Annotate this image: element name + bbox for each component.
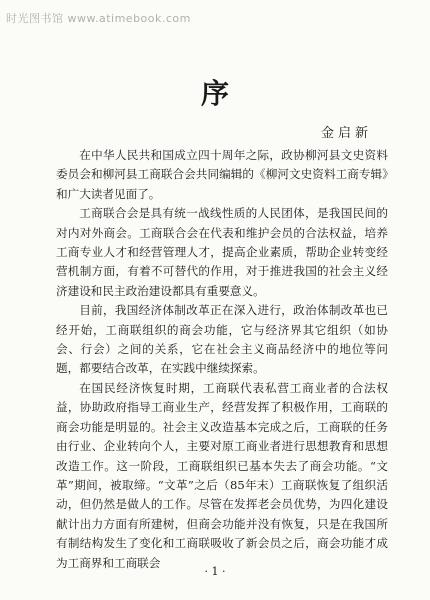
body-text: [56, 146, 388, 573]
page-title: 序: [200, 77, 229, 110]
paragraph: 在中华人民共和国成立四十周年之际，政协柳河县文史资料委员会和柳河县工商联合会共同编辑的《柳河文史资料工商专辑》和广大读者见面了。: [56, 148, 388, 201]
page-number: · 1 ·: [204, 565, 226, 578]
paragraph: 目前，我国经济体制改革正在深入进行，政治体制改革也已经开始，工商联组织的商会功能，它与经济界其它组织（如协会、行会）之间的关系，它在社会主义商品经济中的地位等问题，都要结合改革，在实践中继续探索。: [56, 303, 388, 376]
author-name: 金启新: [320, 126, 372, 141]
paragraph: 在国民经济恢复时期，工商联代表私营工商业者的合法权益，协助政府指导工商业生产，经营发挥了积极作用，工商联的商会功能是明显的。社会主义改造基本完成之后，工商联的任务由行业、企业转向个人，主要对原工商业者进行思想教育和思想改造工作。这一阶段，工商联组织已基本失去了商会功能。“文革”期间，被取缔。“文革”之后（85年末）工商联恢复了组织活动，但仍然是做人的工作。尽管在发挥老会员优势，为四化建设献计出力方面有所建树，但商会功能并没有恢复，只是在我国所有制结构发生了变化和工商联吸收了新会员之后，商会功能才成为工商界和工商联会: [56, 380, 388, 570]
watermark: 时光图书馆 www.atimebook.com: [6, 12, 191, 25]
paragraph: 工商联合会是具有统一战线性质的人民团体，是我国民间的对内对外商会。工商联合会在代表和维护会员的合法权益，培养工商专业人才和经营管理人才，提高企业素质，帮助企业转变经营机制方面，有着不可替代的作用，对于推进我国的社会主义经济建设和民主政治建设都具有重要意义。: [56, 206, 388, 298]
